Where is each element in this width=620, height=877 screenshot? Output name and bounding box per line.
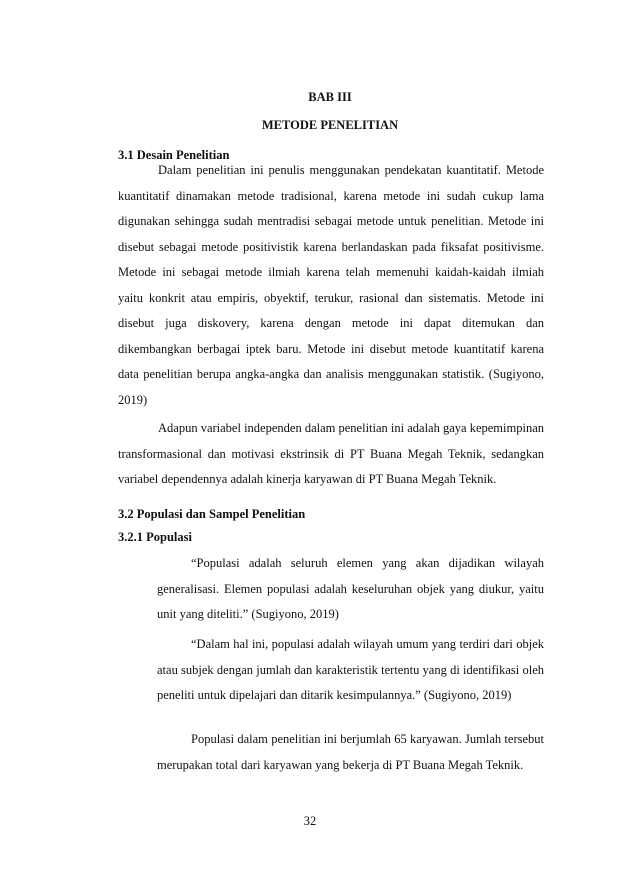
- quote-text: “Dalam hal ini, populasi adalah wilayah umum yang terdiri dari objek atau subjek dengan jumlah dan karakteristik tertentu yang di identifikasi oleh peneliti untuk dipelajari dan ditarik kesimpulannya.” (Sugiyono, 2019): [157, 637, 544, 702]
- paragraph-text: Dalam penelitian ini penulis menggunakan pendekatan kuantitatif. Metode kuantitatif dinamakan metode tradisional, karena metode ini sudah cukup lama digunakan sehingga sudah mentradisi sebagai metode untuk penelitian. Metode ini disebut sebagai metode positivistik karena berlandaskan pada fiksafat positivisme. Metode ini sebagai metode ilmiah karena telah memenuhi kaidah-kaidah ilmiah yaitu konkrit atau empiris, obyektif, terukur, rasional dan sistematis. Metode ini disebut juga diskovery, karena dengan metode ini dapat ditemukan dan dikembangkan berbagai iptek baru. Metode ini disebut metode kuantitatif karena data penelitian berupa angka-angka dan analisis menggunakan statistik. (Sugiyono, 2019): [118, 163, 544, 407]
- section-3-2-heading: 3.2 Populasi dan Sampel Penelitian: [118, 507, 306, 521]
- quote-populasi-2: [157, 632, 544, 709]
- chapter-title: METODE PENELITIAN: [261, 118, 399, 132]
- section-3-1-paragraph-1: [118, 158, 544, 413]
- paragraph-text: Populasi dalam penelitian ini berjumlah 65 karyawan. Jumlah tersebut merupakan total dari karyawan yang bekerja di PT Buana Megah Teknik.: [157, 732, 544, 772]
- section-3-1-heading: 3.1 Desain Penelitian: [118, 148, 230, 162]
- quote-populasi-1: [157, 551, 544, 628]
- section-3-1-paragraph-2: [118, 416, 544, 493]
- quote-text: “Populasi adalah seluruh elemen yang akan dijadikan wilayah generalisasi. Elemen populasi adalah keseluruhan objek yang diukur, yaitu unit yang diteliti.” (Sugiyono, 2019): [157, 556, 544, 621]
- chapter-number: BAB III: [308, 90, 352, 104]
- populasi-count-paragraph: [157, 727, 544, 778]
- section-3-2-1-heading: 3.2.1 Populasi: [118, 530, 192, 544]
- page-number: 32: [303, 814, 317, 828]
- paragraph-text: Adapun variabel independen dalam penelitian ini adalah gaya kepemimpinan transformasional dan motivasi ekstrinsik di PT Buana Megah Teknik, sedangkan variabel dependennya adalah kinerja karyawan di PT Buana Megah Teknik.: [118, 421, 544, 486]
